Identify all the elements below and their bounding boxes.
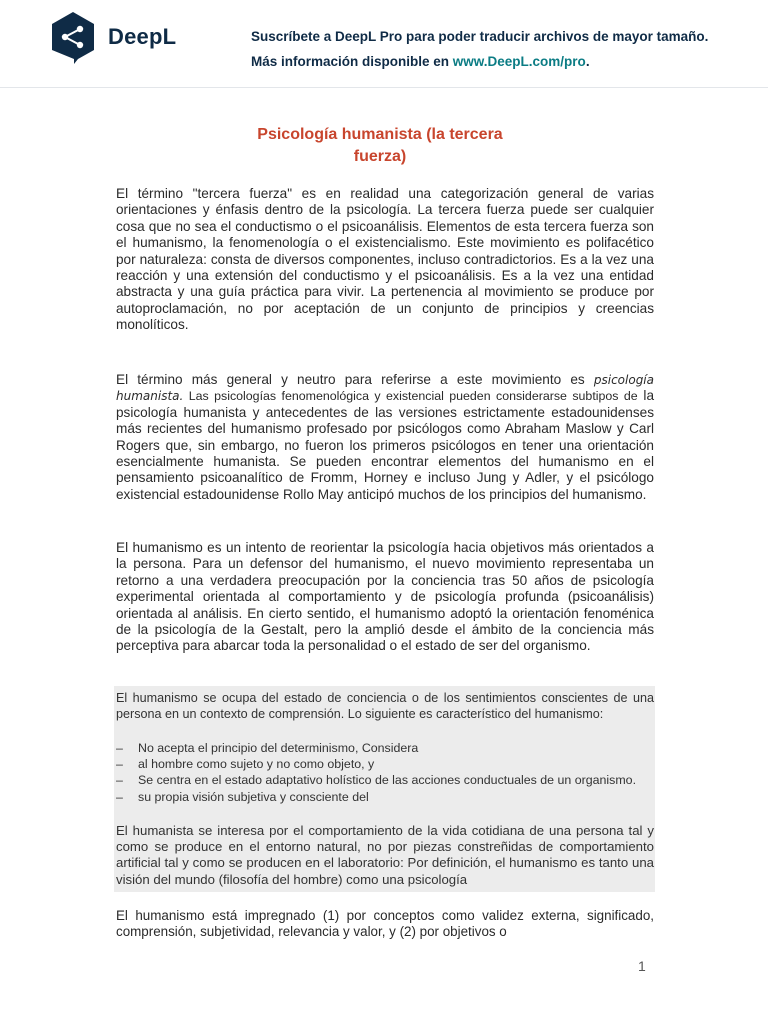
overlapping-paragraph: El humanista se interesa por el comportamiento de la vida cotidiana de una persona tal y como se produce en el entorno natural, no por piezas constreñidas de comportamiento artificial tal y como se producen en el laboratorio: Por definición, el humanismo es tanto una visión del mundo (filosofía del hombre) como una psicología [116, 823, 654, 887]
list-item-text: al hombre como sujeto y no como objeto, y [138, 757, 375, 772]
paragraph-2-rest: la psicología humanista y antecedentes de las versiones estrictamente estadounidenses más recientes del humanismo profesado por psicólogos como Abraham Maslow y Carl Rogers que, sin embargo, no fueron los primeros psicólogos en tener una orientación esencialmente humanista. Se pueden encontrar elementos del humanismo en el pensamiento psicoanalítico de Fromm, Horney e incluso Jung y Adler, y el psicólogo existencial estadounidense Rollo May anticipó muchos de los principios del humanismo. [116, 388, 655, 502]
list-item-text: su propia visión subjetiva y consciente del [138, 789, 369, 804]
deepl-logo-text[interactable]: DeepL [108, 24, 177, 49]
banner-divider [0, 87, 768, 88]
title-line-1: Psicología humanista (la tercera [257, 126, 503, 143]
deepl-banner [0, 0, 768, 86]
list-dash: – [116, 741, 123, 755]
list-item-text: Se centra en el estado adaptativo holístico de las acciones conductuales de un organismo. [138, 773, 637, 788]
promo-line-1: Suscríbete a DeepL Pro para poder traducir archivos de mayor tamaño. [251, 29, 709, 44]
list-item [116, 772, 636, 788]
paragraph-4: El humanismo está impregnado (1) por conceptos como validez externa, significado, comprensión, subjetividad, relevancia y valor, y (2) por objetivos o [116, 908, 654, 940]
list-item [116, 756, 636, 772]
title-line-2: fuerza) [353, 148, 407, 165]
list-item [116, 789, 636, 805]
list-item [116, 740, 636, 756]
box-intro: El humanismo se ocupa del estado de conciencia o de los sentimientos conscientes de una persona en un contexto de comprensión. Lo siguiente es característico del humanismo: [116, 691, 654, 722]
list-dash: – [116, 773, 123, 788]
promo-line-2-prefix: Más información disponible en [251, 54, 453, 69]
document-title [230, 124, 530, 168]
promo-line-2-suffix: . [585, 54, 590, 69]
characteristics-list [116, 740, 636, 805]
paragraph-2-small-text: Las psicologías fenomenológica y existencial pueden considerarse subtipos de [183, 389, 638, 404]
list-dash: – [116, 789, 123, 804]
list-item-text: No acepta el principio del determinismo, Considera [138, 741, 419, 755]
paragraph-2-lead: El término más general y neutro para referirse a este movimiento es [116, 372, 594, 387]
deepl-pro-link[interactable]: www.DeepL.com/pro [452, 54, 586, 69]
paragraph-1: El término "tercera fuerza" es en realidad una categorización general de varias orientaciones y énfasis dentro de la psicología. La tercera fuerza puede ser cualquier cosa que no sea el conductismo o el psicoanálisis. Elementos de esta tercera fuerza son el humanismo, la fenomenología o el existencialismo. Este movimiento es polifacético por naturaleza: consta de diversos componentes, incluso contradictorios. Es a la vez una reacción y una extensión del conductismo y el psicoanálisis. Es a la vez una entidad abstracta y una guía práctica para vivir. La pertenencia al movimiento se produce por autoproclamación, no por aceptación de un conjunto de principios y creencias monolíticos. [116, 186, 654, 333]
paragraph-2 [116, 372, 654, 503]
page-number: 1 [638, 958, 646, 974]
list-dash: – [116, 757, 123, 772]
pro-promo-message [251, 24, 708, 74]
promo-line-2 [251, 49, 708, 74]
paragraph-3: El humanismo es un intento de reorientar la psicología hacia objetivos más orientados a la persona. Para un defensor del humanismo, el nuevo movimiento representaba un retorno a una verdadera preocupación por la conciencia tras 50 años de psicología experimental orientada al comportamiento y de psicología profunda (psicoanálisis) orientada al análisis. En cierto sentido, el humanismo adoptó la orientación fenoménica de la psicología de la Gestalt, pero la amplió desde el ámbito de la conciencia más perceptiva para abarcar toda la personalidad o el estado de ser del organismo. [116, 540, 654, 654]
deepl-logo-icon[interactable] [48, 10, 98, 64]
paragraph-2-italic-term: psicología humanista. [116, 373, 654, 404]
